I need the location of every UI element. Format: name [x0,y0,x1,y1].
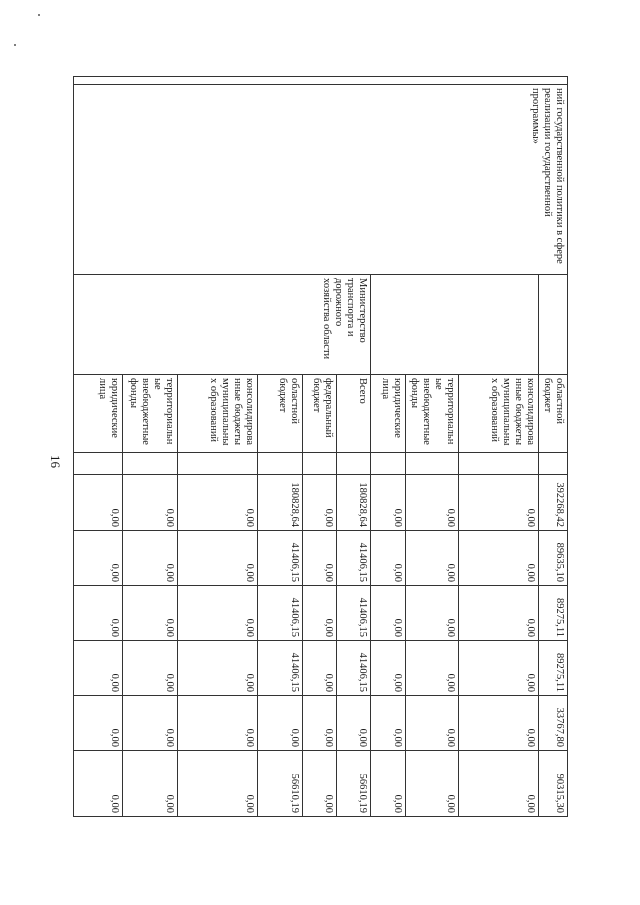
value-cell: 392268,42 [539,475,568,531]
empty-cell [459,453,539,475]
value-cell: 0,00 [406,751,459,817]
value-cell: 0,00 [459,475,539,531]
scan-speck [38,14,40,16]
value-cell: 0,00 [178,586,258,641]
table-row [539,77,568,817]
value-cell: 0,00 [303,641,337,696]
value-cell: 0,00 [123,586,178,641]
value-cell: 89275,11 [539,586,568,641]
value-cell: 0,00 [74,531,123,586]
value-cell: 41406,15 [337,586,371,641]
value-cell: 0,00 [123,475,178,531]
value-cell: 41406,15 [337,641,371,696]
value-cell: 33767,80 [539,696,568,751]
value-cell: 90315,30 [539,751,568,817]
value-cell: 0,00 [74,696,123,751]
empty-cell [74,453,123,475]
value-cell: 0,00 [406,641,459,696]
value-cell: 0,00 [371,751,406,817]
value-cell: 0,00 [459,641,539,696]
funding-source: консолидированные бюджеты муниципальных образований [178,375,258,453]
table-body [74,77,568,817]
value-cell: 0,00 [459,696,539,751]
budget-table [73,76,568,817]
value-cell: 0,00 [459,751,539,817]
funding-source: федеральный бюджет [303,375,337,453]
value-cell: 0,00 [406,586,459,641]
value-cell: 0,00 [178,475,258,531]
executor-cell-empty [371,275,539,375]
value-cell: 0,00 [178,696,258,751]
value-cell: 0,00 [303,751,337,817]
empty-cell [258,453,303,475]
funding-source: территориальные внебюджетные фонды [123,375,178,453]
value-cell: 0,00 [123,531,178,586]
value-cell: 0,00 [303,696,337,751]
funding-source: консолидированные бюджеты муниципальных образований [459,375,539,453]
value-cell: 0,00 [371,696,406,751]
value-cell: 56610,19 [337,751,371,817]
empty-cell [406,453,459,475]
value-cell: 41406,15 [258,586,303,641]
funding-source: территориальные внебюджетные фонды [406,375,459,453]
value-cell: 89635,10 [539,531,568,586]
value-cell: 0,00 [178,641,258,696]
executor-name: Министерство транспорта и дорожного хозяйства области [74,275,371,375]
funding-source: юридические лица [74,375,123,453]
value-cell: 0,00 [74,586,123,641]
value-cell: 180828,64 [258,475,303,531]
funding-source: юридические лица [371,375,406,453]
empty-cell [123,453,178,475]
empty-cell [303,453,337,475]
value-cell: 0,00 [74,475,123,531]
empty-cell [178,453,258,475]
empty-cell [337,453,371,475]
rotated-table-container [97,76,568,816]
value-cell: 41406,15 [258,531,303,586]
funding-source: областной бюджет [258,375,303,453]
value-cell: 0,00 [123,751,178,817]
value-cell: 180828,64 [337,475,371,531]
value-cell: 89275,11 [539,641,568,696]
value-cell: 0,00 [123,696,178,751]
value-cell: 0,00 [303,475,337,531]
value-cell: 0,00 [406,531,459,586]
value-cell: 0,00 [371,586,406,641]
funding-source: Всего [337,375,371,453]
value-cell: 0,00 [303,531,337,586]
executor-cell-empty [539,275,568,375]
value-cell: 41406,15 [337,531,371,586]
empty-cell [371,453,406,475]
page-number: 16 [48,455,63,468]
value-cell: 41406,15 [258,641,303,696]
funding-source: областной бюджет [539,375,568,453]
value-cell: 0,00 [123,641,178,696]
value-cell: 0,00 [178,531,258,586]
value-cell: 0,00 [459,531,539,586]
value-cell: 0,00 [371,475,406,531]
value-cell: 0,00 [337,696,371,751]
value-cell: 0,00 [178,751,258,817]
value-cell: 0,00 [406,475,459,531]
program-description: ний государственной политики в сфере реализации государственной программы» [74,85,568,275]
scan-speck [14,44,16,46]
value-cell: 0,00 [74,641,123,696]
empty-cell [539,453,568,475]
value-cell: 0,00 [406,696,459,751]
value-cell: 0,00 [74,751,123,817]
margin-cell [74,77,568,85]
value-cell: 0,00 [303,586,337,641]
value-cell: 0,00 [371,641,406,696]
value-cell: 56610,19 [258,751,303,817]
value-cell: 0,00 [371,531,406,586]
value-cell: 0,00 [258,696,303,751]
value-cell: 0,00 [459,586,539,641]
